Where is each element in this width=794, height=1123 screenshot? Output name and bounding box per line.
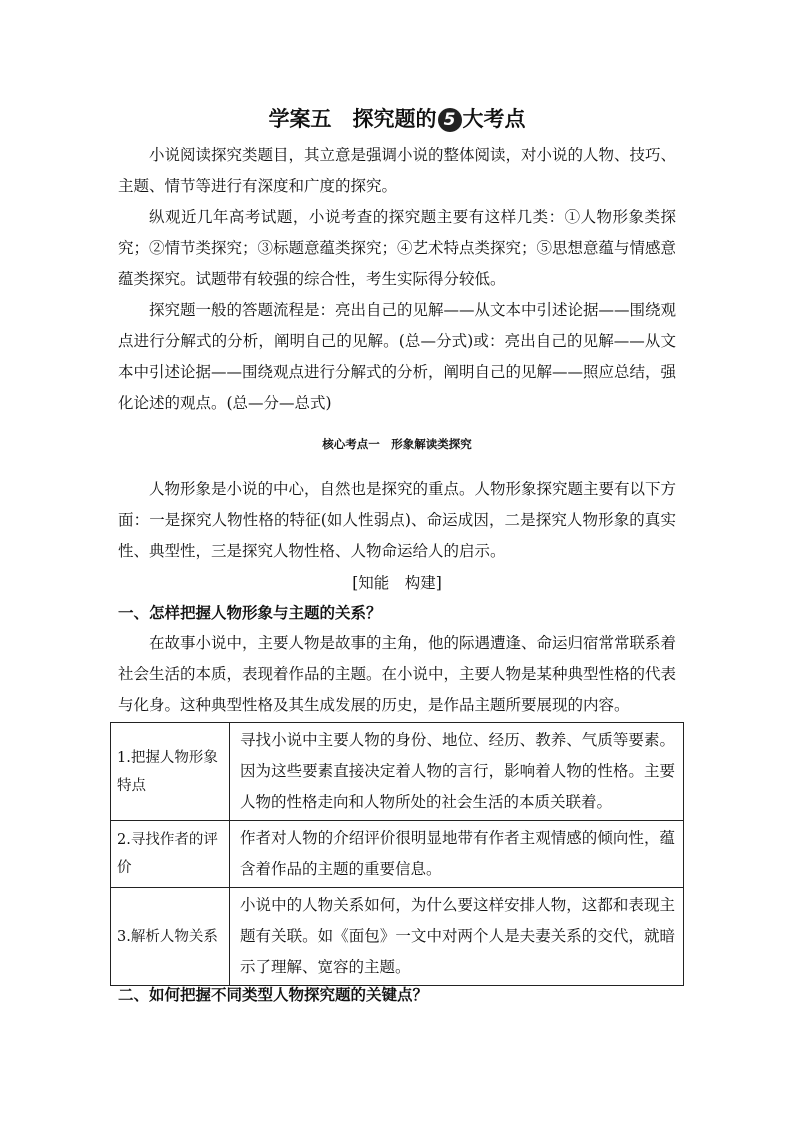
title-suffix: 大考点 [462, 107, 526, 131]
table-row-label: 2.寻找作者的评价 [111, 821, 230, 888]
knowledge-build-label: [知能 构建] [352, 574, 442, 592]
title-prefix: 学案五 探究题的 [268, 107, 437, 131]
question-1-paragraph: 在故事小说中，主要人物是故事的主角，他的际遇遭逢、命运归宿常常联系着社会生活的本质，表现着作品的主题。在小说中，主要人物是某种典型性格的代表与化身。这种典型性格及其生成发展的历史，是作品主题所要展现的内容。 [118, 634, 677, 714]
section-intro-paragraph: 人物形象是小说的中心，自然也是探究的重点。人物形象探究题主要有以下方面：一是探究人物性格的特征(如人性弱点)、命运成因，二是探究人物形象的真实性、典型性，三是探究人物性格、人物命运给人的启示。 [118, 480, 677, 560]
section-heading: 核心考点一 形象解读类探究 [322, 437, 472, 451]
intro-paragraph-2: 纵观近几年高考试题，小说考查的探究题主要有这样几类：①人物形象类探究；②情节类探究；③标题意蕴类探究；④艺术特点类探究；⑤思想意蕴与情感意蕴类探究。试题带有较强的综合性，考生实际得分较低。 [118, 208, 677, 288]
table-row-text: 小说中的人物关系如何，为什么要这样安排人物，这都和表现主题有关联。如《面包》一文中对两个人是夫妻关系的交代，就暗示了理解、宽容的主题。 [230, 888, 684, 986]
method-table [110, 722, 684, 986]
intro-paragraph-3: 探究题一般的答题流程是：亮出自己的见解——从文本中引述论据——围绕观点进行分解式的分析，阐明自己的见解。(总—分式)或：亮出自己的见解——从文本中引述论据——围绕观点进行分解式的分析，阐明自己的见解——照应总结，强化论述的观点。(总—分—总式) [118, 301, 677, 412]
table-row-text: 寻找小说中主要人物的身份、地位、经历、教养、气质等要素。因为这些要素直接决定着人物的言行，影响着人物的性格。主要人物的性格走向和人物所处的社会生活的本质关联着。 [230, 723, 684, 821]
question-heading-1: 一、怎样把握人物形象与主题的关系？ [118, 604, 382, 622]
table-row [111, 821, 684, 888]
circled-number-icon: 5 [438, 108, 462, 132]
table-row [111, 888, 684, 986]
table-row [111, 723, 684, 821]
intro-paragraph-1: 小说阅读探究类题目，其立意是强调小说的整体阅读，对小说的人物、技巧、主题、情节等进行有深度和广度的探究。 [118, 146, 677, 195]
table-row-text: 作者对人物的介绍评价很明显地带有作者主观情感的倾向性，蕴含着作品的主题的重要信息。 [230, 821, 684, 888]
table-row-label: 3.解析人物关系 [111, 888, 230, 986]
table-row-label: 1.把握人物形象特点 [111, 723, 230, 821]
document-title [0, 104, 794, 134]
question-heading-2: 二、如何把握不同类型人物探究题的关键点？ [118, 986, 429, 1004]
